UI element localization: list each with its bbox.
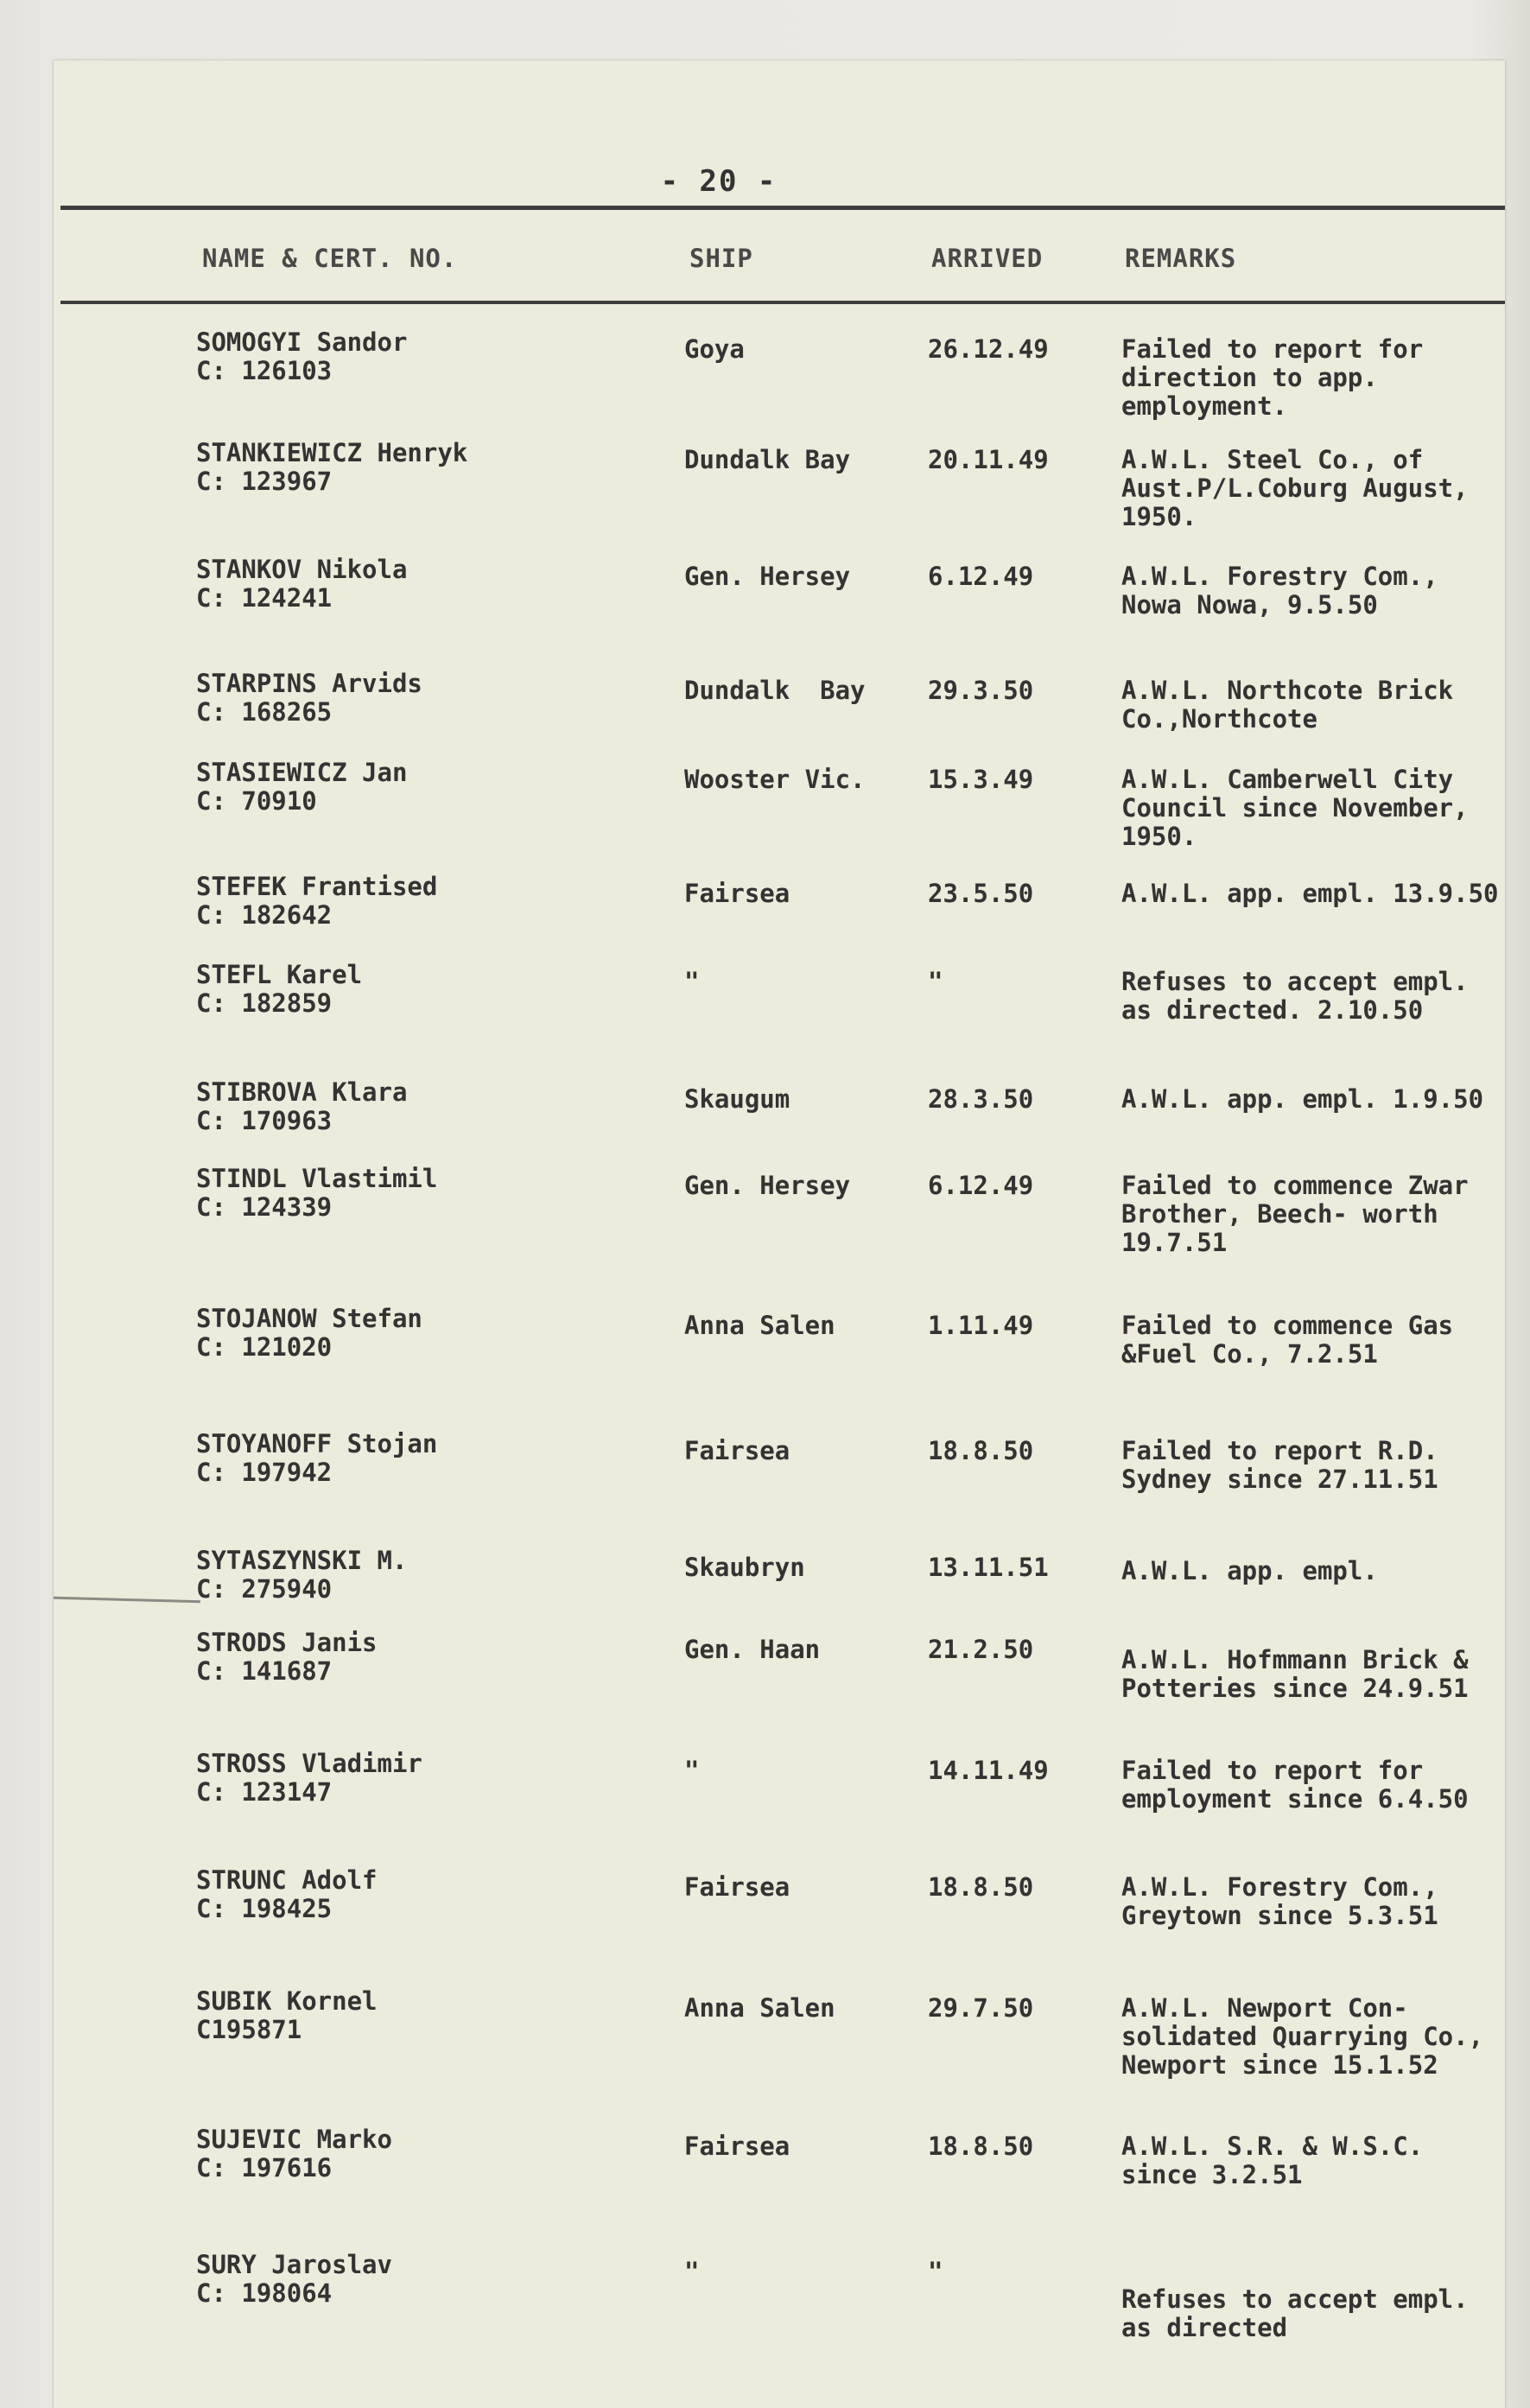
entry-name-cert (196, 328, 407, 385)
entry-name-cert (196, 961, 362, 1018)
entry-name: SUJEVIC Marko (196, 2125, 392, 2154)
entry-remarks: Refuses to accept empl. as directed (1121, 2284, 1469, 2342)
entry-name-cert (196, 2125, 392, 2182)
entry-name-cert (196, 1547, 407, 1604)
entry-name-cert (196, 1078, 407, 1135)
entry-cert: C: 123147 (196, 1777, 333, 1807)
entry-ship: " (684, 1756, 700, 1785)
entry-remarks: A.W.L. Newport Con- solidated Quarrying Co., Newport since 15.1.52 (1121, 1993, 1484, 2080)
entry-cert: C: 126103 (196, 356, 333, 385)
entry-remarks: A.W.L. Northcote Brick Co.,Northcote (1121, 676, 1454, 734)
entry-arrived: 13.11.51 (928, 1553, 1049, 1582)
entry-name: STASIEWICZ Jan (196, 758, 408, 787)
entry-cert: C: 124339 (196, 1192, 333, 1222)
entry-ship: Gen. Hersey (684, 1171, 851, 1200)
entry-cert: C: 123967 (196, 467, 333, 496)
entry-name: STRUNC Adolf (196, 1865, 378, 1895)
header-name: NAME & CERT. NO. (202, 244, 458, 273)
entry-name: STEFL Karel (196, 960, 363, 989)
entry-name: SYTASZYNSKI M. (196, 1546, 408, 1575)
entry-cert: C: 124241 (196, 583, 333, 613)
entry-ship: Skaubryn (684, 1553, 805, 1582)
entry-remarks: A.W.L. Hofmmann Brick & Potteries since 24.9.51 (1121, 1645, 1469, 1703)
entry-name-cert (196, 1750, 422, 1807)
entry-name: STRODS Janis (196, 1628, 378, 1657)
entry-remarks: Failed to report R.D. Sydney since 27.11.51 (1121, 1436, 1438, 1494)
entry-cert: C: 275940 (196, 1574, 333, 1604)
entry-remarks: Failed to report for direction to app. employment. (1121, 334, 1424, 421)
entry-cert: C: 170963 (196, 1106, 333, 1135)
entry-name: STARPINS Arvids (196, 669, 422, 698)
entry-name-cert (196, 1629, 378, 1686)
entry-ship: Fairsea (684, 1872, 790, 1902)
entry-name: STIBROVA Klara (196, 1077, 408, 1107)
entry-name-cert (196, 1866, 378, 1923)
entry-ship: Wooster Vic. (684, 765, 866, 794)
entry-cert: C: 182642 (196, 900, 333, 930)
entry-name-cert (196, 1165, 437, 1222)
entry-ship: Gen. Hersey (684, 562, 851, 591)
entry-name: SURY Jaroslav (196, 2250, 392, 2279)
entry-remarks: A.W.L. Forestry Com., Greytown since 5.3.51 (1121, 1872, 1438, 1930)
entry-name-cert (196, 1305, 422, 1362)
entry-cert: C: 121020 (196, 1332, 333, 1362)
entry-name-cert (196, 439, 467, 496)
entry-ship: " (684, 967, 700, 996)
entry-name: SUBIK Kornel (196, 1986, 378, 2016)
entry-name: SOMOGYI Sandor (196, 327, 408, 357)
entry-remarks: Failed to commence Zwar Brother, Beech- worth 19.7.51 (1121, 1171, 1469, 1257)
entry-arrived: 20.11.49 (928, 445, 1049, 474)
entry-cert: C: 197942 (196, 1458, 333, 1487)
entry-ship: Gen. Haan (684, 1635, 821, 1664)
entry-ship: Anna Salen (684, 1993, 835, 2023)
entries-table (54, 60, 1505, 2408)
header-remarks: REMARKS (1125, 244, 1237, 273)
entry-arrived: 29.3.50 (928, 676, 1034, 705)
entry-arrived: 21.2.50 (928, 1635, 1034, 1664)
entry-remarks: A.W.L. app. empl. (1121, 1556, 1378, 1585)
entry-arrived: 18.8.50 (928, 1436, 1034, 1465)
entry-cert: C: 182859 (196, 988, 333, 1018)
entry-name-cert (196, 2251, 392, 2308)
entry-arrived: 15.3.49 (928, 765, 1034, 794)
entry-ship: Fairsea (684, 879, 790, 908)
entry-arrived: " (928, 967, 943, 996)
entry-ship: Fairsea (684, 2132, 790, 2161)
entry-cert: C: 198425 (196, 1894, 333, 1923)
entry-arrived: 6.12.49 (928, 562, 1034, 591)
entry-name: STOJANOW Stefan (196, 1304, 422, 1333)
entry-name-cert (196, 670, 422, 727)
entry-name: STANKOV Nikola (196, 555, 408, 584)
header-ship: SHIP (689, 244, 753, 273)
entry-cert: C: 141687 (196, 1656, 333, 1686)
entry-ship: Skaugum (684, 1084, 790, 1114)
entry-name-cert (196, 1987, 378, 2044)
entry-ship: Fairsea (684, 1436, 790, 1465)
entry-remarks: A.W.L. app. empl. 13.9.50 (1121, 879, 1499, 908)
entry-remarks: A.W.L. Steel Co., of Aust.P/L.Coburg August, 1950. (1121, 445, 1469, 531)
entry-remarks: A.W.L. Forestry Com., Nowa Nowa, 9.5.50 (1121, 562, 1438, 619)
entry-name-cert (196, 873, 437, 930)
entry-arrived: 23.5.50 (928, 879, 1034, 908)
entry-cert: C: 168265 (196, 697, 333, 727)
entry-name-cert (196, 759, 407, 816)
entry-remarks: Refuses to accept empl. as directed. 2.10.50 (1121, 967, 1469, 1025)
entry-name: STROSS Vladimir (196, 1749, 422, 1778)
entry-name: STOYANOFF Stojan (196, 1429, 438, 1458)
entry-ship: " (684, 2257, 700, 2286)
entry-arrived: 28.3.50 (928, 1084, 1034, 1114)
entry-arrived: 14.11.49 (928, 1756, 1049, 1785)
entry-ship: Goya (684, 334, 745, 364)
entry-ship: Dundalk Bay (684, 676, 866, 705)
entry-remarks: A.W.L. Camberwell City Council since November, 1950. (1121, 765, 1469, 851)
entry-cert: C: 197616 (196, 2153, 333, 2182)
entry-arrived: 1.11.49 (928, 1311, 1034, 1340)
entry-name: STANKIEWICZ Henryk (196, 438, 468, 467)
entry-remarks: A.W.L. app. empl. 1.9.50 (1121, 1084, 1484, 1114)
entry-remarks: A.W.L. S.R. & W.S.C. since 3.2.51 (1121, 2132, 1424, 2189)
entry-name: STEFEK Frantised (196, 872, 438, 901)
entry-remarks: Failed to report for employment since 6.4.50 (1121, 1756, 1469, 1814)
entry-arrived: 26.12.49 (928, 334, 1049, 364)
entry-cert: C: 198064 (196, 2278, 333, 2308)
header-arrived: ARRIVED (931, 244, 1044, 273)
entry-arrived: " (928, 2257, 943, 2286)
entry-arrived: 18.8.50 (928, 2132, 1034, 2161)
entry-arrived: 18.8.50 (928, 1872, 1034, 1902)
entry-name-cert (196, 1430, 437, 1487)
entry-name-cert (196, 556, 407, 613)
entry-arrived: 29.7.50 (928, 1993, 1034, 2023)
entry-cert: C: 70910 (196, 786, 317, 816)
entry-arrived: 6.12.49 (928, 1171, 1034, 1200)
entry-ship: Dundalk Bay (684, 445, 851, 474)
entry-cert: C195871 (196, 2015, 302, 2044)
page-number: - 20 - (660, 164, 778, 199)
entry-ship: Anna Salen (684, 1311, 835, 1340)
entry-remarks: Failed to commence Gas &Fuel Co., 7.2.51 (1121, 1311, 1454, 1369)
entry-name: STINDL Vlastimil (196, 1164, 438, 1193)
document-sheet (54, 60, 1505, 2408)
